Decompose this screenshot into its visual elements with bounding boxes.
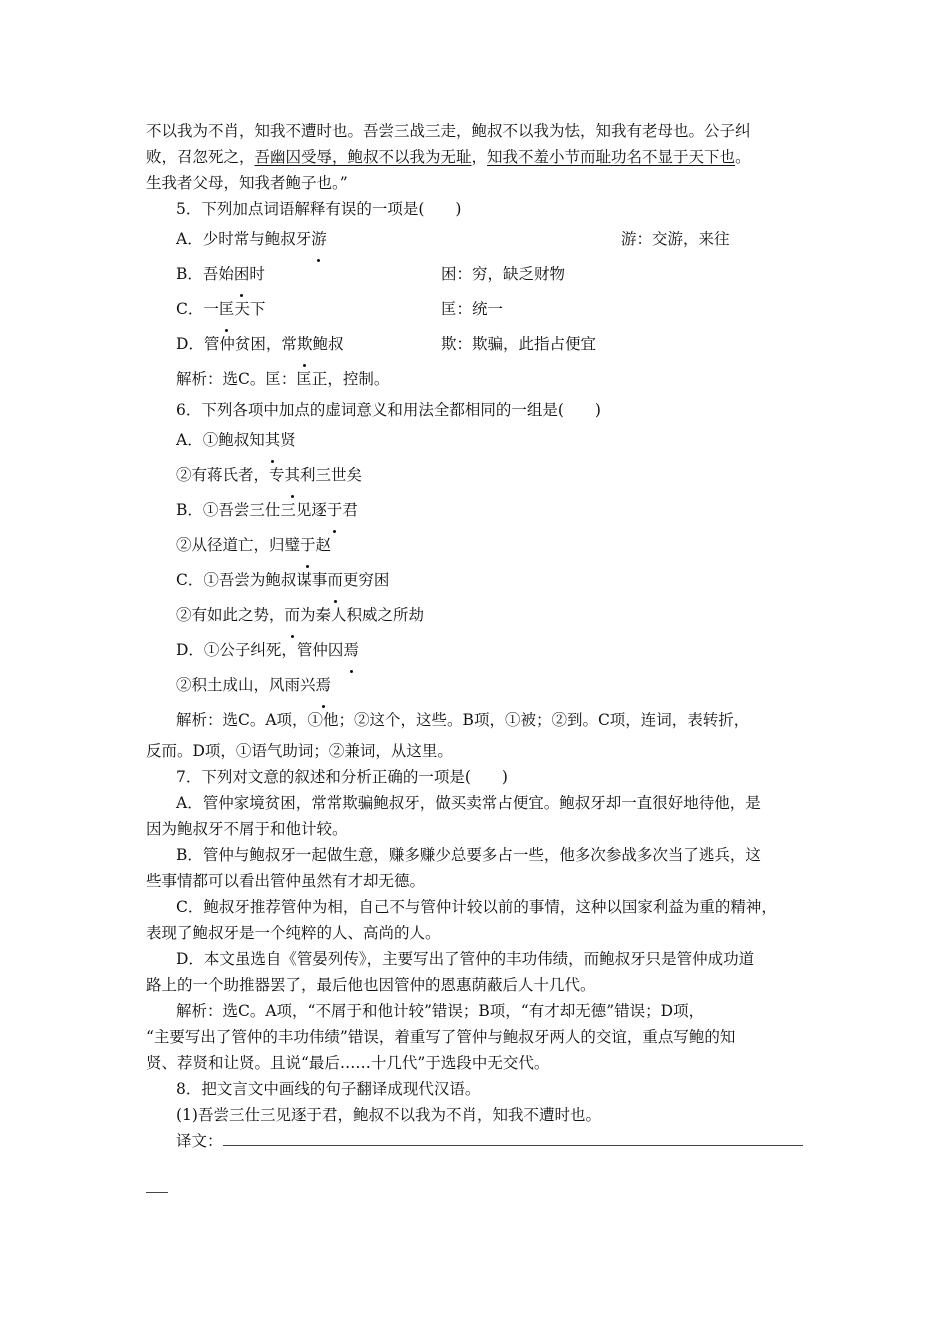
item-text: 利三世矣 [300,466,363,484]
q7-option-d-line-1: D．本文虽选自《管晏列传》，主要写出了管仲的丰功伟绩，而鲍叔牙只是管仲成功道 [176,950,755,968]
passage-text: 败，召忽死之， [146,148,255,166]
q7-option-c-line-1: C．鲍叔牙推荐管仲为相，自己不与管仲计较以前的事情，这种以国家利益为重的精神， [176,898,777,916]
item-text: A．①鲍叔知 [176,431,265,449]
item-text: ②有蒋氏者，专 [176,466,285,484]
q6-item-d1 [146,633,806,668]
q8-translation-row [146,1128,806,1154]
dotted-word: 其 [265,423,281,458]
item-text: C．①吾尝为鲍叔谋事 [176,571,328,589]
translation-answer-line[interactable] [223,1129,803,1146]
q7-option-b-line-2: 些事情都可以看出管仲虽然有才却无德。 [146,872,426,890]
item-text: ②有如此之势， [176,606,285,624]
option-text: 时 [249,265,265,283]
passage-text: 。 [735,148,751,166]
option-text: 鲍叔 [312,335,344,353]
translation-answer-line-continued[interactable] [146,1192,168,1193]
item-text: 为秦人积威之所劫 [300,606,425,624]
q7-option-d-line-2: 路上的一个助推器罢了，最后他也因管仲的恩惠荫蔽后人十几代。 [146,976,596,994]
passage-line-1: 不以我为不肖，知我不遭时也。吾尝三战三走，鲍叔不以我为怯，知我有老母也。公子纠 [146,122,751,140]
q6-item-b2 [146,528,806,563]
q7-answer-line-2: “主要写出了管仲的丰功伟绩”错误，着重写了管仲与鲍叔牙两人的交谊，重点写鲍的知 [146,1028,736,1046]
dotted-word: 而 [327,563,343,598]
q7-option-c-line-2: 表现了鲍叔牙是一个纯粹的人、高尚的人。 [146,924,441,942]
underlined-sentence-2: 知我不羞小节而耻功名不显于天下也 [487,148,736,166]
dotted-word: 困 [234,257,250,292]
q5-option-c [146,292,806,327]
item-text: D．①公子纠死，管仲囚 [176,641,344,659]
item-text: 贤 [280,431,296,449]
option-explanation: 匡：统一 [441,300,504,318]
q6-item-d2 [146,668,806,703]
q5-option-d [146,327,806,362]
dotted-word: 其 [285,458,301,493]
passage-text: ， [471,148,488,166]
passage-line-2 [146,144,806,170]
translation-label: 译文： [176,1132,223,1150]
item-text: ②从径道亡，归璧 [176,536,301,554]
q7-option-a-line-1: A．管仲家境贫困，常常欺骗鲍叔牙，做买卖常占便宜。鲍叔牙却一直很好地待他，是 [176,794,761,812]
dotted-word: 于 [327,493,343,528]
item-text: B．①吾尝三仕三见逐 [176,501,327,519]
option-explanation: 困：穷，缺乏财物 [441,265,566,283]
q6-answer-line-1: 解析：选C。A项，①他；②这个，这些。B项，①被；②到。C项，连词，表转折， [176,711,750,729]
q6-item-b1 [146,493,806,528]
option-text: A．少时常与鲍叔牙 [176,230,312,248]
dotted-word: 于 [300,528,316,563]
passage-line-3: 生我者父母，知我者鲍子也。” [146,174,348,192]
option-explanation: 欺：欺骗，此指占便宜 [441,335,597,353]
q8-sentence-1: (1)吾尝三仕三见逐于君，鲍叔不以我为不肖，知我不遭时也。 [176,1106,601,1124]
dotted-word: 游 [311,222,327,257]
q6-item-c1 [146,563,806,598]
q7-answer-line-3: 贤、荐贤和让贤。且说“最后……十几代”于选段中无交代。 [146,1054,550,1072]
q7-answer-line-1: 解析：选C。A项，“不屑于和他计较”错误；B项，“有才却无德”错误；D项， [176,1002,705,1020]
q6-item-a2 [146,458,806,493]
q5-answer: 解析：选C。匡：匡正，控制。 [176,370,390,388]
q8-stem: 8．把文言文中画线的句子翻译成现代汉语。 [176,1080,481,1098]
q6-stem: 6．下列各项中加点的虚词意义和用法全都相同的一组是( ) [176,401,601,419]
dotted-word: 匡 [219,292,235,327]
underlined-sentence-1: 吾幽囚受辱，鲍叔不以我为无耻 [254,148,472,166]
q6-item-c2 [146,598,806,633]
dotted-word: 焉 [343,633,359,668]
q5-stem: 5．下列加点词语解释有误的一项是( ) [176,200,462,218]
option-text: 天下 [234,300,266,318]
option-text: C．一 [176,300,219,318]
dotted-word: 欺 [297,327,313,362]
item-text: 更穷困 [342,571,390,589]
item-text: ②积土成山，风雨兴 [176,676,316,694]
q6-item-a1 [146,423,806,458]
q7-stem: 7．下列对文意的叙述和分析正确的一项是( ) [176,768,508,786]
item-text: 赵 [315,536,332,554]
option-explanation: 游：交游，来往 [621,230,730,248]
q7-option-a-line-2: 因为鲍叔牙不屑于和他计较。 [146,820,348,838]
q6-answer-line-2: 反而。D项，①语气助词；②兼词，从这里。 [146,742,453,760]
item-text: 君 [342,501,358,519]
q7-option-b-line-1: B．管仲与鲍叔牙一起做生意，赚多赚少总要多占一些，他多次参战多次当了逃兵，这 [176,846,761,864]
dotted-word: 焉 [316,668,332,703]
option-text: B．吾始 [176,265,234,283]
q5-option-b [146,257,806,292]
option-text: D．管仲贫困，常 [176,335,297,353]
q5-option-a [146,222,806,257]
dotted-word: 而 [285,598,301,633]
document-content [146,118,806,1154]
